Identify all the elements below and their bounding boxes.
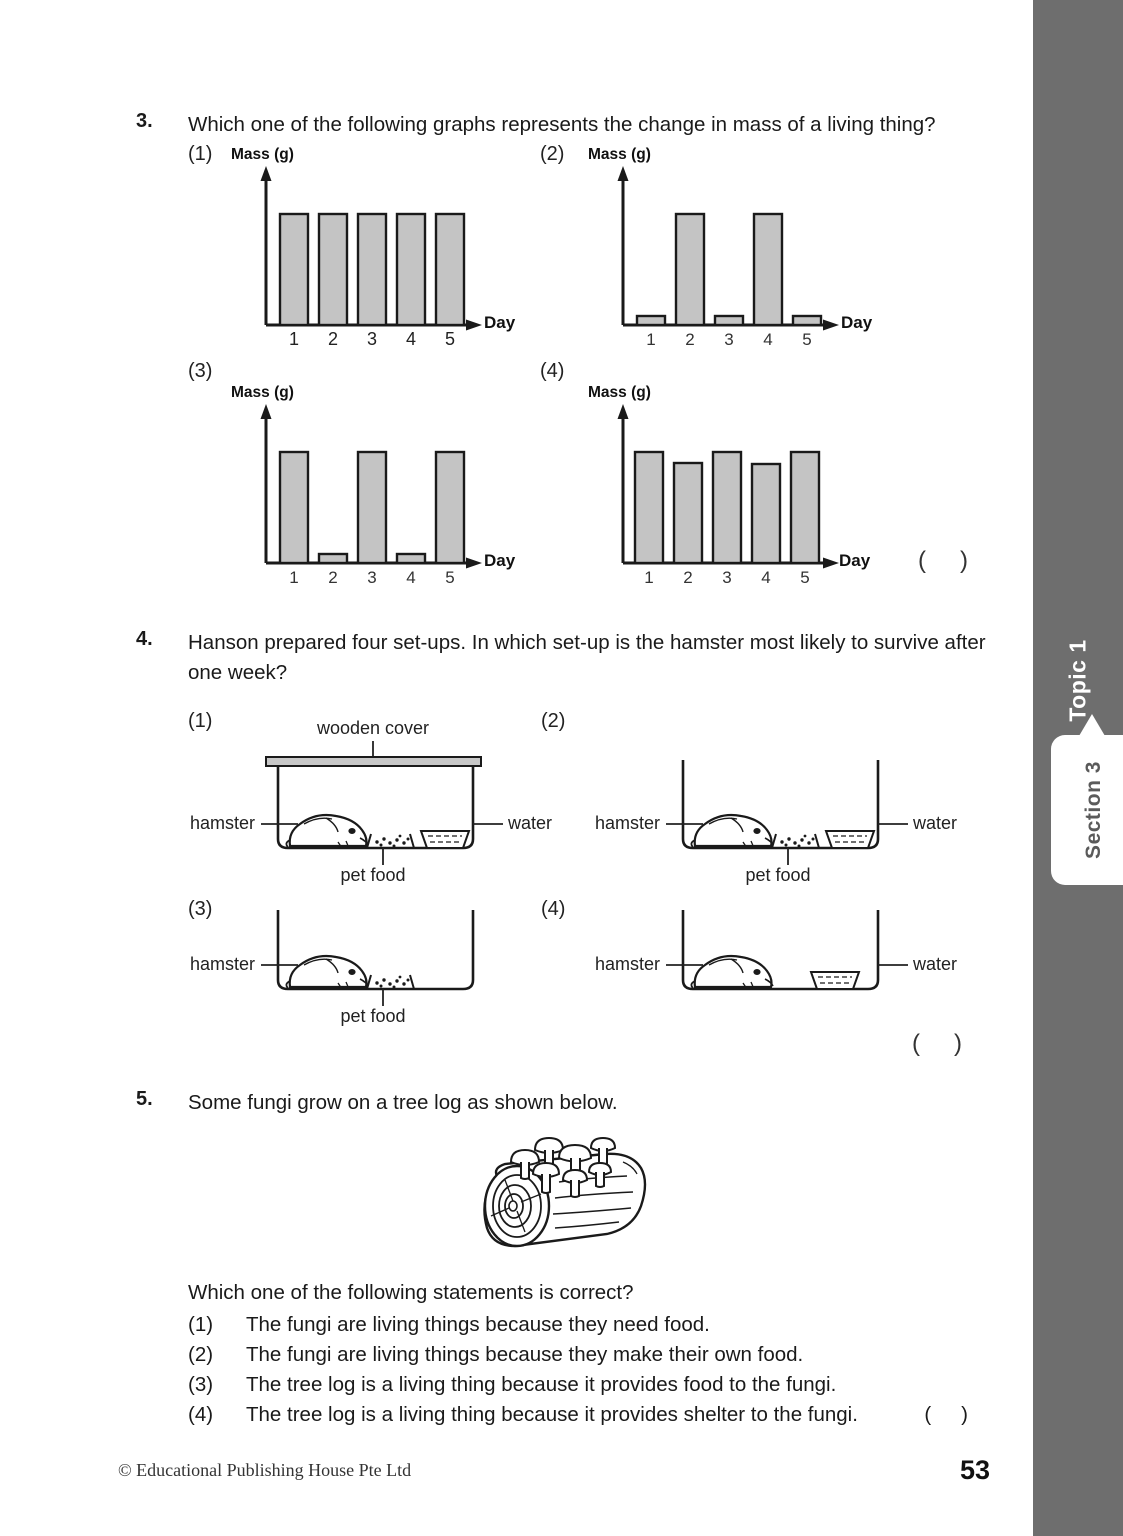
chart-1-ylabel: Mass (g) bbox=[231, 146, 294, 163]
svg-text:2: 2 bbox=[328, 568, 338, 586]
q5-option-1-spacer bbox=[918, 1310, 998, 1340]
q5-option-3-spacer bbox=[918, 1370, 998, 1400]
svg-text:5: 5 bbox=[802, 330, 812, 348]
svg-text:5: 5 bbox=[445, 568, 455, 586]
q3-option-label-4[interactable]: (4) bbox=[540, 360, 565, 382]
setup-2-pet-food-icon bbox=[772, 834, 819, 848]
setup-1 bbox=[178, 712, 578, 887]
svg-text:4: 4 bbox=[761, 568, 771, 586]
setup-2-hamster-label: hamster bbox=[595, 813, 661, 833]
svg-text:1: 1 bbox=[289, 568, 299, 586]
setup-3-pet-food-icon bbox=[367, 975, 414, 989]
sidebar-section-tab[interactable] bbox=[1051, 735, 1123, 885]
setup-1-hamster-icon bbox=[286, 815, 368, 848]
footer-page-number: 53 bbox=[960, 1455, 991, 1485]
setup-4-hamster-icon bbox=[691, 956, 773, 989]
setup-3-food-label: pet food bbox=[340, 1006, 406, 1026]
setup-2-water-label: water bbox=[913, 813, 958, 833]
setup-1-food-label: pet food bbox=[340, 865, 406, 885]
setup-1-water-label: water bbox=[508, 813, 553, 833]
svg-text:2: 2 bbox=[327, 329, 339, 348]
question-5-lead-in: Which one of the following statements is correct? bbox=[188, 1281, 634, 1304]
svg-text:4: 4 bbox=[405, 329, 417, 348]
chart-3-xlabel: Day bbox=[484, 551, 516, 570]
question-3-text: Which one of the following graphs represents the change in mass of a living thing? bbox=[188, 113, 936, 136]
svg-text:2: 2 bbox=[683, 568, 693, 586]
question-4-answer-bracket[interactable] bbox=[912, 1030, 996, 1058]
question-5-answer-bracket[interactable] bbox=[918, 1400, 998, 1430]
q5-option-2[interactable] bbox=[188, 1340, 998, 1370]
chart-2-xlabel: Day bbox=[841, 313, 873, 332]
q4-option-label-3[interactable]: (3) bbox=[188, 898, 213, 920]
svg-text:5: 5 bbox=[800, 568, 810, 586]
chart-2-ylabel: Mass (g) bbox=[588, 146, 651, 163]
bracket-open: ( bbox=[912, 1030, 954, 1057]
q3-option-label-3[interactable]: (3) bbox=[188, 360, 213, 382]
svg-text:2: 2 bbox=[685, 330, 695, 348]
chart-4 bbox=[605, 401, 875, 586]
setup-1-cover-label: wooden cover bbox=[316, 718, 430, 738]
svg-text:3: 3 bbox=[366, 329, 378, 348]
sidebar-section-label: Section 3 bbox=[1082, 761, 1105, 859]
sidebar bbox=[1033, 0, 1123, 1536]
question-3-answer-bracket[interactable] bbox=[918, 547, 1002, 575]
q3-option-label-2[interactable]: (2) bbox=[540, 143, 565, 165]
svg-text:3: 3 bbox=[724, 330, 734, 348]
bracket-close: ) bbox=[961, 1402, 998, 1426]
bracket-close: ) bbox=[954, 1030, 996, 1057]
q5-option-3-text: The tree log is a living thing because it provides food to the fungi. bbox=[246, 1372, 837, 1396]
question-4-text: Hanson prepared four set-ups. In which set-up is the hamster most likely to survive after one week? bbox=[188, 631, 986, 684]
q5-option-2-spacer bbox=[918, 1340, 998, 1370]
question-3-number: 3. bbox=[136, 110, 153, 132]
chart-3-ylabel: Mass (g) bbox=[231, 384, 294, 401]
setup-3-hamster-label: hamster bbox=[190, 954, 256, 974]
question-4 bbox=[136, 628, 1016, 687]
bracket-close: ) bbox=[960, 547, 1002, 574]
chart-4-xlabel: Day bbox=[839, 551, 871, 570]
q5-option-3-label: (3) bbox=[188, 1372, 214, 1396]
setup-2-food-label: pet food bbox=[745, 865, 811, 885]
chart-1-xlabel: Day bbox=[484, 313, 516, 332]
q5-option-4[interactable] bbox=[188, 1400, 998, 1430]
q5-option-1-text: The fungi are living things because they need food. bbox=[246, 1312, 710, 1336]
setup-2-water-icon bbox=[826, 831, 874, 848]
svg-text:5: 5 bbox=[444, 329, 456, 348]
q4-option-label-1[interactable]: (1) bbox=[188, 710, 213, 732]
tree-log-illustration bbox=[455, 1128, 665, 1268]
setup-4-water-label: water bbox=[913, 954, 958, 974]
setup-3 bbox=[178, 898, 578, 1048]
q4-option-label-4[interactable]: (4) bbox=[541, 898, 566, 920]
setup-4-water-icon bbox=[811, 972, 859, 989]
chart-3 bbox=[248, 401, 518, 586]
q4-option-label-2[interactable]: (2) bbox=[541, 710, 566, 732]
q5-option-3[interactable] bbox=[188, 1370, 998, 1400]
question-5-options bbox=[188, 1278, 998, 1430]
svg-text:4: 4 bbox=[763, 330, 773, 348]
q5-option-4-label: (4) bbox=[188, 1402, 214, 1426]
question-5-text: Some fungi grow on a tree log as shown below. bbox=[188, 1091, 618, 1114]
setup-2 bbox=[583, 712, 983, 887]
svg-text:1: 1 bbox=[646, 330, 656, 348]
svg-text:4: 4 bbox=[406, 568, 416, 586]
setup-1-pet-food-icon bbox=[367, 834, 414, 848]
bracket-open: ( bbox=[924, 1402, 962, 1426]
setup-1-hamster-label: hamster bbox=[190, 813, 256, 833]
footer-copyright: © Educational Publishing House Pte Ltd bbox=[118, 1460, 412, 1480]
question-4-number: 4. bbox=[136, 628, 153, 650]
q5-option-2-label: (2) bbox=[188, 1342, 214, 1366]
setup-3-hamster-icon bbox=[286, 956, 368, 989]
question-3 bbox=[136, 110, 1016, 140]
svg-text:3: 3 bbox=[722, 568, 732, 586]
chart-1 bbox=[248, 163, 518, 348]
setup-4-hamster-label: hamster bbox=[595, 954, 661, 974]
setup-2-hamster-icon bbox=[691, 815, 773, 848]
q5-option-1-label: (1) bbox=[188, 1312, 214, 1336]
svg-text:1: 1 bbox=[288, 329, 300, 348]
q5-option-1[interactable] bbox=[188, 1310, 998, 1340]
svg-text:1: 1 bbox=[644, 568, 654, 586]
question-5-number: 5. bbox=[136, 1088, 153, 1110]
sidebar-topic-label: Topic 1 bbox=[1064, 638, 1091, 722]
q5-option-2-text: The fungi are living things because they make their own food. bbox=[246, 1342, 804, 1366]
svg-text:3: 3 bbox=[367, 568, 377, 586]
bracket-open: ( bbox=[918, 547, 960, 574]
setup-1-water-icon bbox=[421, 831, 469, 848]
q3-option-label-1[interactable]: (1) bbox=[188, 143, 213, 165]
setup-4 bbox=[583, 898, 983, 1048]
sidebar-tab-pointer-icon bbox=[1079, 714, 1105, 736]
chart-4-ylabel: Mass (g) bbox=[588, 384, 651, 401]
question-5 bbox=[136, 1088, 1016, 1118]
chart-2 bbox=[605, 163, 875, 348]
q5-option-4-text: The tree log is a living thing because it provides shelter to the fungi. bbox=[246, 1402, 858, 1426]
